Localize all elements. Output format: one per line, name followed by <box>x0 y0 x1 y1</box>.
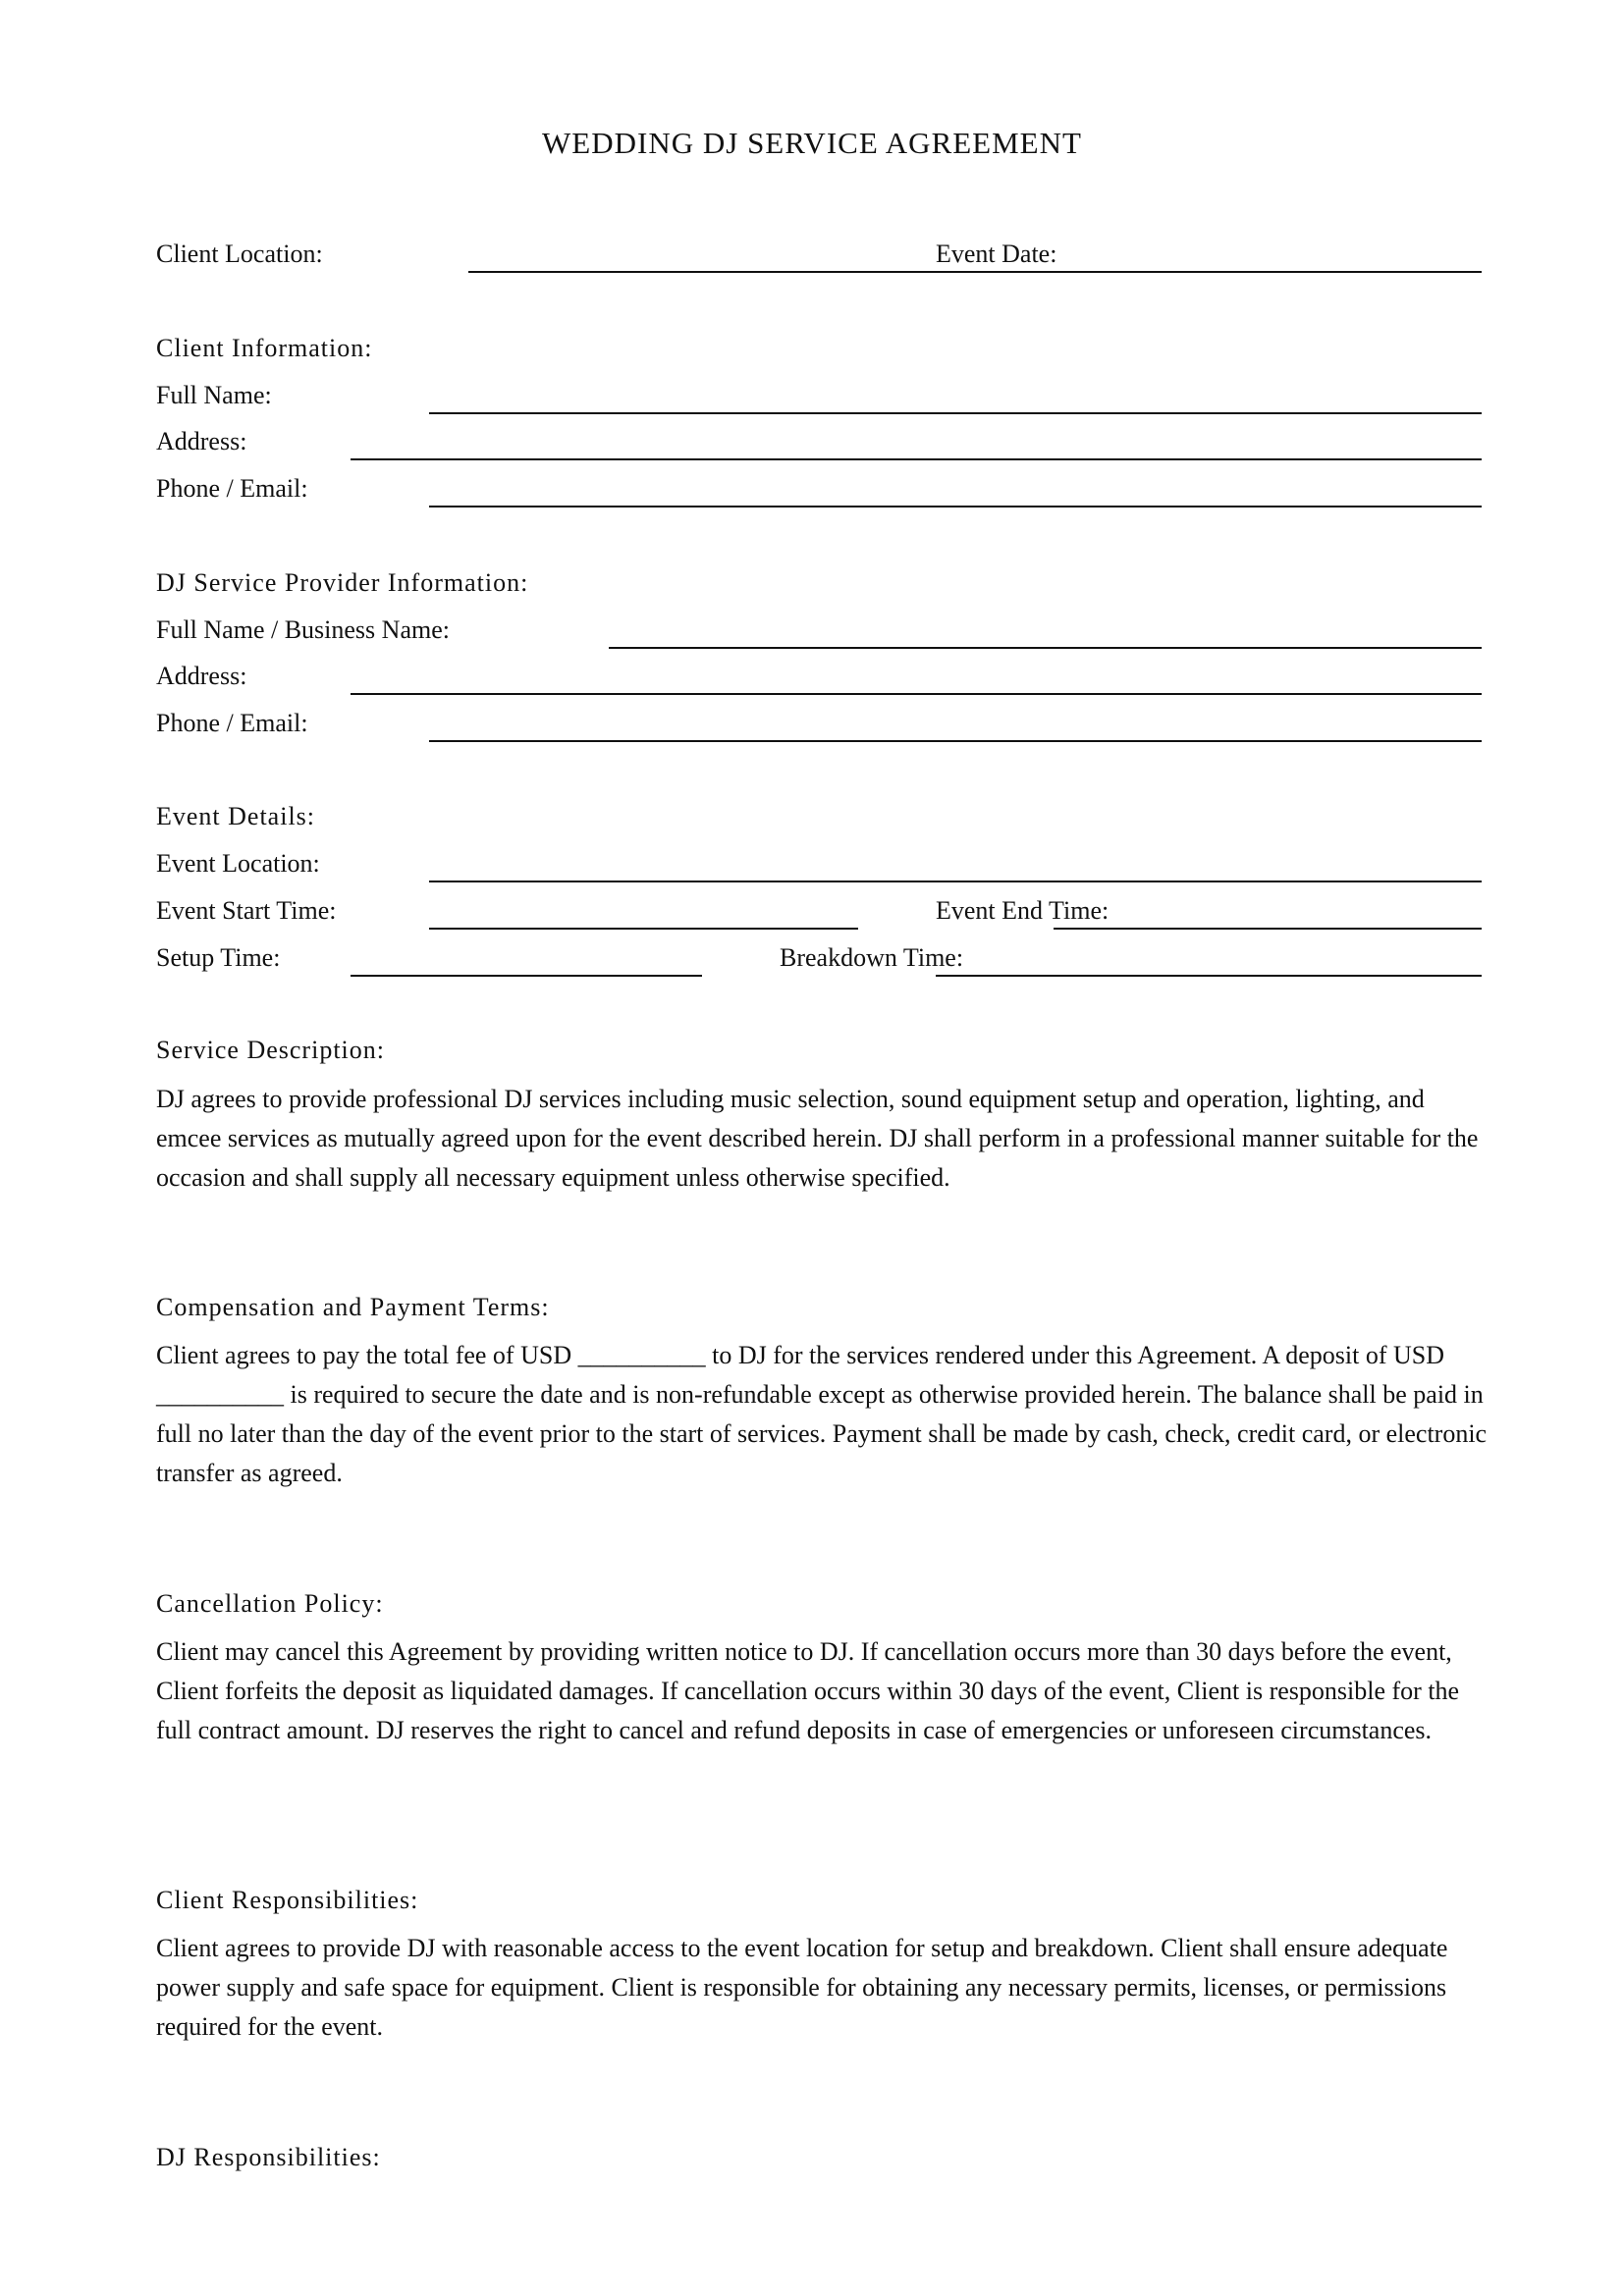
client-responsibilities-text: Client agrees to provide DJ with reasonable access to the event location for setup and breakdown. Client shall ensure adequate power supply and safe space for equipment. Client is responsible for obtaining any necessary permits, licenses, or permissions required for the event. <box>156 1934 1448 2041</box>
event-start-time-label: Event Start Time: <box>156 896 337 925</box>
client-phone-email-field[interactable] <box>429 506 1482 507</box>
dj-responsibilities-heading: DJ Responsibilities: <box>156 2143 381 2171</box>
service-description-heading: Service Description: <box>156 1036 385 1064</box>
client-location-label: Client Location: <box>156 240 323 268</box>
setup-time-field[interactable] <box>351 975 702 977</box>
client-phone-email-label: Phone / Email: <box>156 474 308 503</box>
dj-address-field[interactable] <box>351 693 1482 695</box>
event-location-label: Event Location: <box>156 849 320 878</box>
dj-info-heading: DJ Service Provider Information: <box>156 568 529 597</box>
event-start-time-field[interactable] <box>429 928 858 930</box>
dj-full-name-label: Full Name / Business Name: <box>156 615 450 644</box>
client-address-label: Address: <box>156 427 247 455</box>
client-responsibilities-heading: Client Responsibilities: <box>156 1886 419 1914</box>
client-full-name-field[interactable] <box>429 412 1482 414</box>
event-details-heading: Event Details: <box>156 802 316 830</box>
compensation-heading: Compensation and Payment Terms: <box>156 1293 550 1321</box>
breakdown-time-label: Breakdown Time: <box>780 943 964 972</box>
dj-phone-email-label: Phone / Email: <box>156 709 308 737</box>
event-end-time-label: Event End Time: <box>936 896 1110 925</box>
cancellation-text: Client may cancel this Agreement by providing written notice to DJ. If cancellation occurs more than 30 days before the event, Client forfeits the deposit as liquidated damages. If cancellation occurs within 30 days of the event, Client is responsible for the full contract amount. DJ reserves the right to cancel and refund deposits in case of emergencies or unforeseen circumstances. <box>156 1637 1460 1744</box>
cancellation-heading: Cancellation Policy: <box>156 1589 384 1618</box>
dj-address-label: Address: <box>156 662 247 690</box>
event-date-label: Event Date: <box>936 240 1057 268</box>
dj-phone-email-field[interactable] <box>429 740 1482 742</box>
breakdown-time-field[interactable] <box>936 975 1482 977</box>
client-info-heading: Client Information: <box>156 334 373 362</box>
compensation-text: Client agrees to pay the total fee of USD __________ to DJ for the services rendered under this Agreement. A deposit of USD __________ is required to secure the date and is non-refundable except as otherwise provided herein. The balance shall be paid in full no later than the day of the event prior to the start of services. Payment shall be made by cash, check, credit card, or electronic transfer as agreed. <box>156 1341 1488 1487</box>
client-location-field[interactable] <box>468 271 940 273</box>
client-full-name-label: Full Name: <box>156 381 272 409</box>
dj-full-name-field[interactable] <box>609 647 1482 649</box>
service-description-text: DJ agrees to provide professional DJ services including music selection, sound equipment setup and operation, lighting, and emcee services as mutually agreed upon for the event described herein. DJ shall perform in a professional manner suitable for the occasion and shall supply all necessary equipment unless otherwise specified. <box>156 1085 1479 1192</box>
event-end-time-field[interactable] <box>1054 928 1482 930</box>
client-address-field[interactable] <box>351 458 1482 460</box>
event-location-field[interactable] <box>429 881 1482 882</box>
page-title: WEDDING DJ SERVICE AGREEMENT <box>542 126 1082 160</box>
setup-time-label: Setup Time: <box>156 943 281 972</box>
event-date-field[interactable] <box>940 271 1482 273</box>
